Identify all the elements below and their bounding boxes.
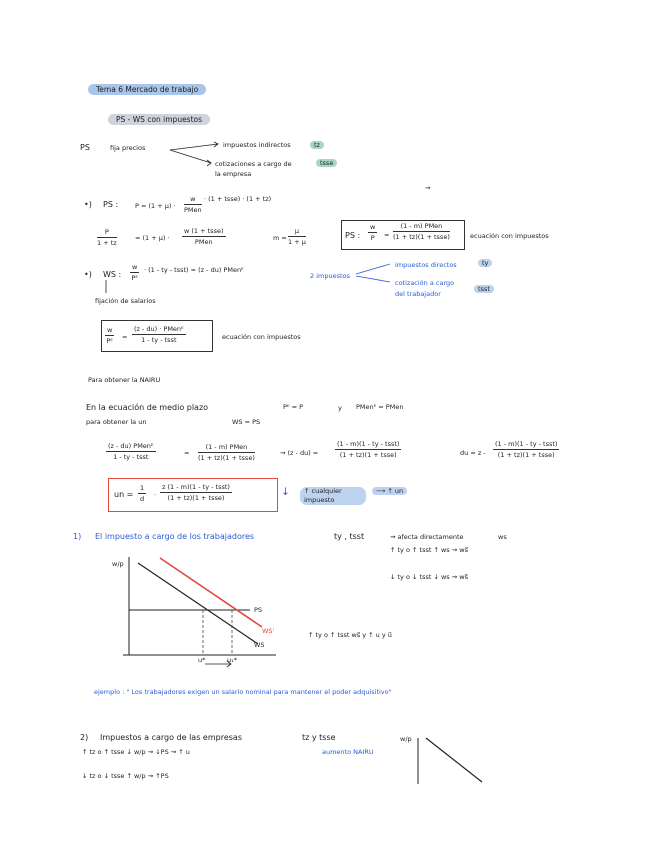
ws-box-eq: = [122, 333, 128, 341]
s2-vars: tz y tsse [302, 733, 336, 742]
un-lhs: un = [114, 490, 134, 499]
s1-r3: ↑ ty o ↑ tsst ws⃗ y ↑ u y u⃗ [308, 631, 392, 639]
un-frac1: $\frac{1}{d}$ [140, 484, 145, 503]
m-frac: $\frac{\mu}{1 + \mu}$ [288, 227, 306, 246]
ps-branch-1: impuestos indirectos [223, 141, 291, 149]
s1-result: ⇝ afecta directamente [390, 533, 464, 541]
ps-eq-frac-w-pmen: w PMen [184, 195, 202, 214]
s2-r1-blue: aumento NAIRU [322, 748, 374, 756]
nairu-e1-eq: = [184, 449, 190, 457]
graph1-x1: u* [198, 656, 206, 664]
ps-box-eq: = [384, 231, 390, 239]
ws-branch-arrow-down [356, 276, 390, 282]
ps-branch-arrow-up [170, 142, 218, 150]
nairu-e4: (1 - m)(1 - ty - tsst) (1 + tz)(1 + tsse) [495, 440, 558, 459]
nairu-e1: (z - du) PMenᴱ 1 - ty - tsst [108, 442, 154, 461]
ps-eq-bullet: •) [84, 200, 92, 209]
graph1-ws-label: WS [254, 641, 265, 649]
tag-tsst: tsst [474, 285, 494, 293]
ps-box-label: PS : [345, 231, 361, 240]
graph2-y-label: w/p [400, 735, 412, 743]
s1-example: ejemplo : " Los trabajadores exigen un salario nominal para mantener el poder adquisitivo" [94, 688, 392, 696]
tag-tz: tz [310, 141, 324, 149]
nairu-cond1: Pᴱ = P [283, 403, 304, 411]
ps-box-rhs: (1 - m) PMen (1 + tz)(1 + tsse) [393, 222, 450, 241]
ws-note: fijación de salarios [95, 297, 156, 305]
ws-eq-frac: $\frac{w}{\text{Pᴱ}}$ [131, 263, 138, 282]
ws-tax-label: 2 impuestos [310, 272, 350, 280]
nairu-heading: Para obtener la NAIRU [88, 376, 161, 384]
un-dot: · [154, 491, 157, 499]
s2-text: Impuestos a cargo de las empresas [100, 733, 242, 742]
s1-r1: ↑ ty o ↑ tsst ↑ ws ⇝ ws⃗ [390, 546, 468, 554]
nairu-e4-lhs: du = z - [460, 449, 486, 457]
ps-l2-frac2: w (1 + tsse) PMen [184, 227, 224, 246]
s1-vars: ty , tsst [334, 532, 365, 541]
ws-box-rhs: (z - du) · PMenᴱ 1 - ty - tsst [134, 325, 184, 344]
ps-branch-2-cont: la empresa [215, 170, 252, 178]
ps-box-frac-wp: $\frac{w}{P}$ [370, 223, 376, 242]
nairu-e3: (1 - m)(1 - ty - tsst) (1 + tz)(1 + tsse) [337, 440, 400, 459]
graph1-ps-label: PS [254, 606, 263, 614]
nairu-cond3: WS = PS [232, 418, 261, 426]
ps-l2-frac: $\frac{P}{1 + tz}$ [97, 228, 117, 247]
ps-branch-arrow-down [170, 150, 211, 166]
tag-tsse: tsse [316, 159, 337, 167]
s1-r2: ↓ ty o ↓ tsst ↓ ws ⇝ ws⃖ [390, 573, 468, 581]
ws-branch-1: impuestos directos [395, 261, 457, 269]
ps-caption: ecuación con impuestos [470, 232, 549, 240]
s1-text: El impuesto a cargo de los trabajadores [95, 532, 255, 541]
ps-eq-tail: · (1 + tsse) · (1 + tz) [204, 195, 272, 203]
un-arrow: ↓ [281, 486, 290, 498]
graph1-ws2-label: WS' [262, 627, 275, 635]
ws-branch-arrow-up [356, 264, 390, 274]
nairu-e2: (1 - m) PMen (1 + tz)(1 + tsse) [198, 443, 255, 462]
ps-eq-label: PS : [103, 200, 119, 209]
ps-branch-2: cotizaciones a cargo de [215, 160, 292, 168]
ws-box-frac: $\frac{w}{\text{Pᴱ}}$ [106, 326, 113, 345]
small-arrow: ⇝ [425, 184, 431, 192]
ps-label: PS [80, 143, 90, 152]
s1-result-var: ws [498, 533, 507, 541]
ws-branch-2: cotización a cargo [395, 279, 455, 287]
tag-ty: ty [478, 259, 492, 267]
ws-branch-2-cont: del trabajador [395, 290, 441, 298]
ps-eq-lhs: P = (1 + μ) · [135, 202, 176, 210]
topic-title: Tema 6 Mercado de trabajo [96, 85, 199, 94]
ws-eq-bullet: •) [84, 270, 92, 279]
s2-r1: ↑ tz o ↑ tsse ↓ w/p ⇝ ↓PS ⇝ ↑ u [82, 748, 190, 756]
subtitle: PS - WS con impuestos [116, 115, 203, 124]
nairu-e3-lhs: ⇝ (z - du) = [280, 449, 319, 457]
ws-caption: ecuación con impuestos [222, 333, 301, 341]
effect-text: ↑ cualquier impuesto [304, 487, 342, 504]
nairu-cond2: PMenᴱ = PMen [356, 403, 404, 411]
un-frac2: z (1 - m)(1 - ty - tsst) (1 + tz)(1 + tsse) [162, 483, 230, 502]
nairu-line1: En la ecuación de medio plazo [86, 403, 209, 412]
m-eq: m = [273, 234, 287, 242]
s1-bullet: 1) [73, 532, 82, 541]
effect-result: ⟶ ↑ un [372, 487, 407, 495]
ws-eq-tail: · (1 - ty - tsst) = (z - du) PMenᴱ [144, 266, 244, 274]
nairu-line2: para obtener la un [86, 418, 147, 426]
s2-bullet: 2) [80, 733, 89, 742]
nairu-and: y [338, 404, 342, 412]
s2-r2: ↓ tz o ↓ tsse ↑ w/p ⇝ ↑PS [82, 772, 169, 780]
graph1-y-label: w/p [112, 560, 124, 568]
ws-eq-label: WS : [103, 270, 122, 279]
graph1-x2: u₁* [227, 656, 237, 664]
ps-l2-mid: = (1 + μ) · [135, 234, 170, 242]
ps-fija-precios: fija precios [110, 144, 146, 152]
